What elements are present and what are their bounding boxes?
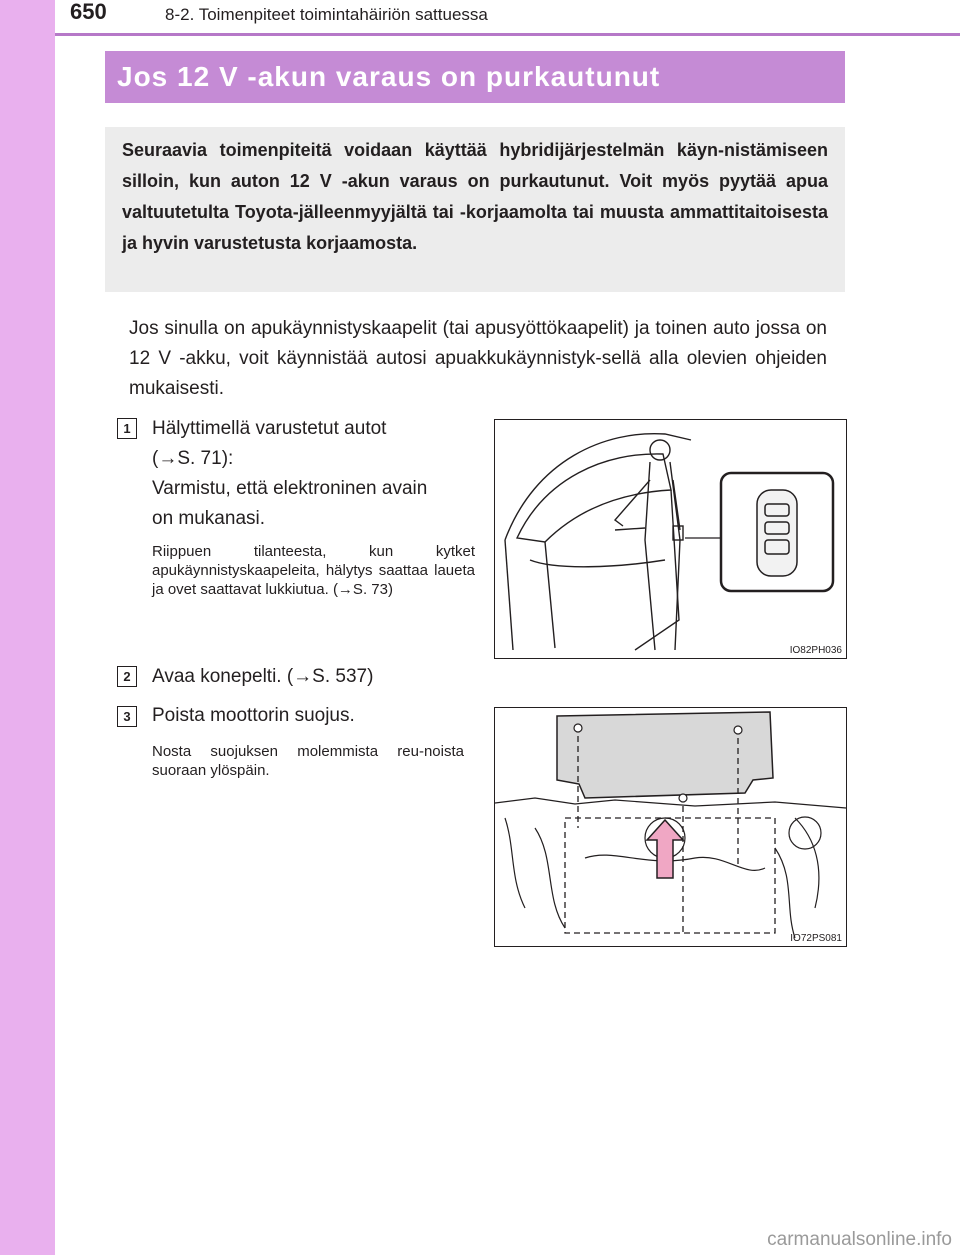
step-number-1: 1 xyxy=(117,418,137,439)
sidebar-tab xyxy=(0,0,55,1255)
step-1-note: Riippuen tilanteesta, kun kytket apukäynnistyskaapeleita, hälytys saattaa laueta ja ovet saattavat lukkiutua. (→S. 73) xyxy=(152,543,475,598)
footer-watermark: carmanualsonline.info xyxy=(767,1229,952,1250)
figure-code: IO82PH036 xyxy=(789,645,842,656)
step-1-line: on mukanasi. xyxy=(152,508,266,529)
figure-code: IO72PS081 xyxy=(790,933,842,944)
car-door-icon xyxy=(495,420,846,658)
step-1-line: (→S. 71): xyxy=(152,448,234,469)
step-1-text xyxy=(152,414,477,534)
step-1-line: Hälyttimellä varustetut autot xyxy=(152,418,387,439)
smart-key-icon xyxy=(757,490,797,576)
step-number-2: 2 xyxy=(117,666,137,687)
chapter-title: 8-2. Toimenpiteet toimintahäiriön sattuessa xyxy=(165,5,488,24)
up-arrow-icon xyxy=(647,820,683,878)
section-title: Jos 12 V -akun varaus on purkautunut xyxy=(105,51,845,103)
step-2-text: Avaa konepelti. (→S. 537) xyxy=(152,666,374,687)
person-icon xyxy=(615,440,683,650)
figure-door-key xyxy=(494,419,847,659)
figure-engine-cover xyxy=(494,707,847,947)
step-1-line: Varmistu, että elektroninen avain xyxy=(152,478,428,499)
engine-cover-icon xyxy=(495,708,846,946)
step-3-text: Poista moottorin suojus. xyxy=(152,705,355,726)
intro-box: Seuraavia toimenpiteitä voidaan käyttää hybridijärjestelmän käyn-nistämiseen silloin, kun auton 12 V -akun varaus on purkautunut. Voit myös pyytää apua valtuutetulta Toyota-jälleenmyyjältä tai -korjaamolta tai muusta ammattitaitoisesta ja hyvin varustetusta korjaamosta. xyxy=(105,127,845,292)
body-paragraph: Jos sinulla on apukäynnistyskaapelit (tai apusyöttökaapelit) ja toinen auto jossa on 12 V -akku, voit käynnistää autosi apuakkukäynnistyk-sellä alla olevien ohjeiden mukaisesti. xyxy=(129,318,827,399)
step-number-3: 3 xyxy=(117,706,137,727)
header-divider xyxy=(55,33,960,36)
page-number: 650 xyxy=(70,0,107,24)
step-3-note: Nosta suojuksen molemmista reu-noista suoraan ylöspäin. xyxy=(152,743,464,779)
